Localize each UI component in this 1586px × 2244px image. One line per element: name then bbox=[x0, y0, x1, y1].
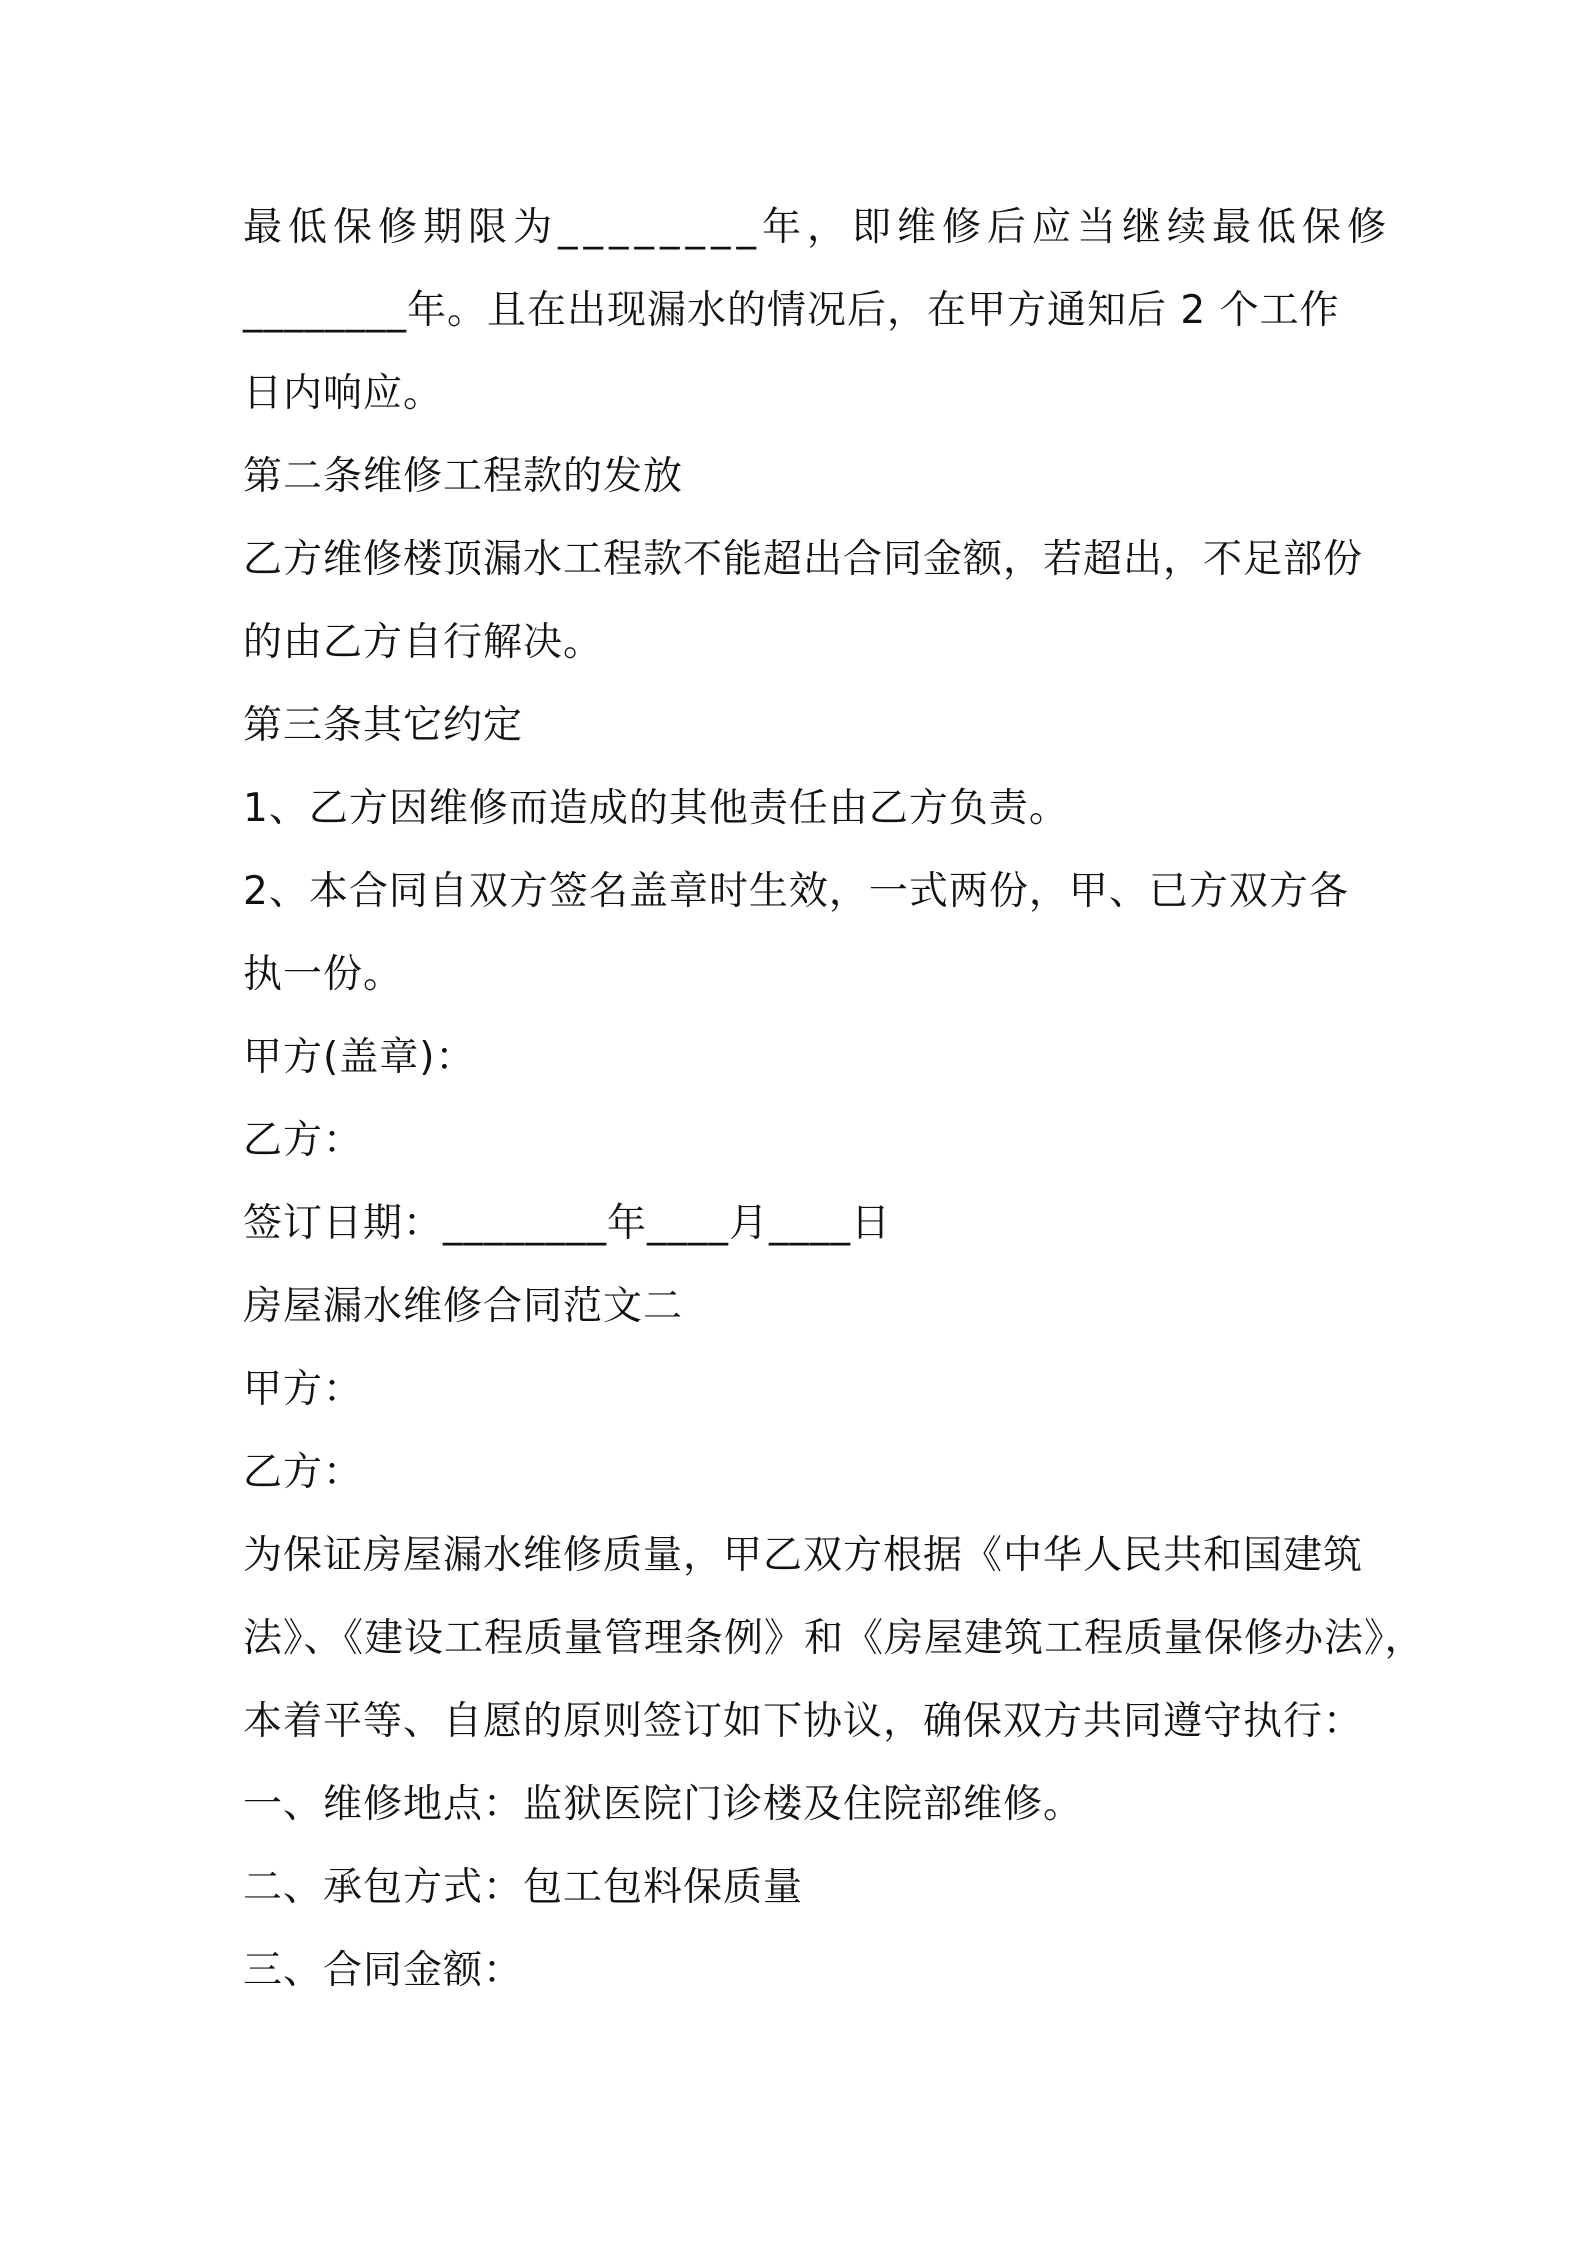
text-line: 日内响应。 bbox=[243, 371, 444, 416]
section-heading: 第二条维修工程款的发放 bbox=[243, 454, 684, 499]
section-heading: 第三条其它约定 bbox=[243, 703, 524, 748]
list-item: 二、承包方式：包工包料保质量 bbox=[243, 1865, 804, 1910]
party-a-label: 甲方： bbox=[243, 1367, 364, 1412]
text-line: 为保证房屋漏水维修质量，甲乙双方根据《中华人民共和国建筑 bbox=[243, 1533, 1364, 1578]
list-item: 三、合同金额： bbox=[243, 1948, 524, 1993]
document-title: 房屋漏水维修合同范文二 bbox=[243, 1284, 684, 1329]
text-line: 法》、《建设工程质量管理条例》和《房屋建筑工程质量保修办法》， bbox=[243, 1616, 1425, 1661]
text-line: 的由乙方自行解决。 bbox=[243, 620, 604, 665]
party-b-label: 乙方： bbox=[243, 1450, 364, 1495]
text-line: 本着平等、自愿的原则签订如下协议，确保双方共同遵守执行： bbox=[243, 1699, 1364, 1744]
signing-date-line: 签订日期：________年____月____日 bbox=[243, 1201, 892, 1246]
text-line: ________年。且在出现漏水的情况后，在甲方通知后 2 个工作 bbox=[243, 288, 1340, 333]
text-line: 最低保修期限为________年，即维修后应当继续最低保修 bbox=[243, 205, 1393, 250]
text-line: 执一份。 bbox=[243, 952, 404, 997]
text-line: 乙方维修楼顶漏水工程款不能超出合同金额，若超出，不足部份 bbox=[243, 537, 1364, 582]
list-item: 一、维修地点：监狱医院门诊楼及住院部维修。 bbox=[243, 1782, 1084, 1827]
list-item: 2、本合同自双方签名盖章时生效，一式两份，甲、已方双方各 bbox=[243, 869, 1349, 914]
list-item: 1、乙方因维修而造成的其他责任由乙方负责。 bbox=[243, 786, 1069, 831]
party-a-seal-label: 甲方(盖章)： bbox=[243, 1035, 476, 1080]
party-b-label: 乙方： bbox=[243, 1118, 364, 1163]
